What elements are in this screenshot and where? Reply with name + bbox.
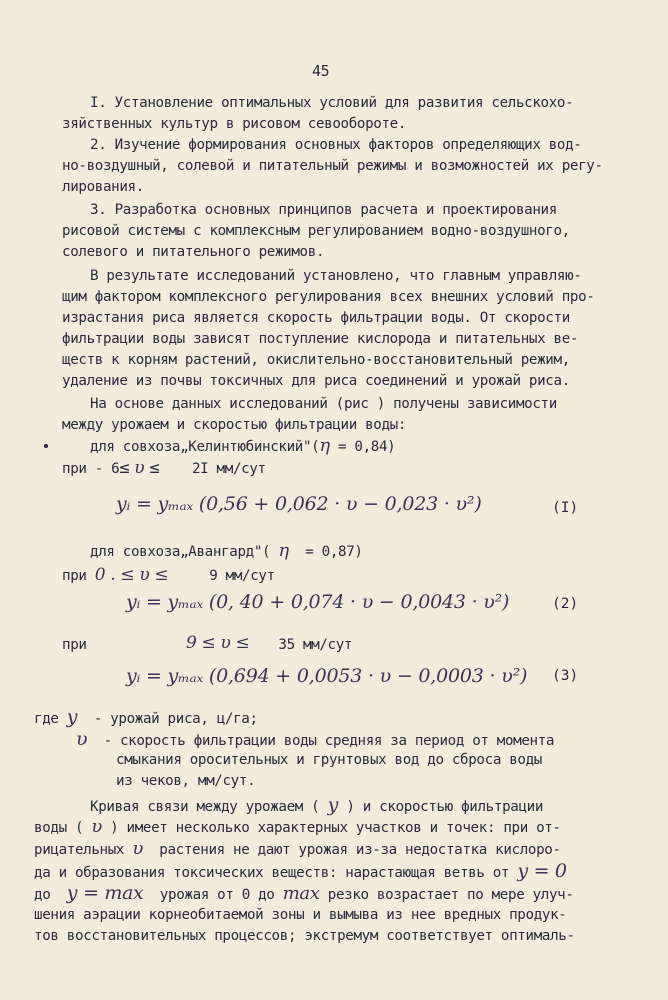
text-line-13: ществ к корням растений, окислительно-восстановительный режим, xyxy=(62,352,570,368)
range-1-start: при - 6 xyxy=(62,461,120,477)
y-symbol: у xyxy=(327,794,339,816)
range-1-end: 2I мм/сут xyxy=(159,461,266,477)
text-line-18 xyxy=(62,459,266,478)
range-2-prefix: при xyxy=(62,568,95,584)
text-line-4: но-воздушный, солевой и питательный режимы и возможностей их регу- xyxy=(62,158,603,174)
text-line-28 xyxy=(34,840,561,859)
y-definition: - урожай риса, ц/га; xyxy=(77,711,258,727)
text-line-11: израстания риса является скорость фильтрации воды. От скорости xyxy=(62,310,570,326)
text-segment: ) имеет несколько характерных участков и точек: при от- xyxy=(101,820,561,836)
text-line-20 xyxy=(62,566,275,585)
y-zero: у = 0 xyxy=(517,860,567,882)
bullet-dot xyxy=(44,444,48,448)
text-line-31: шения аэрации корнеобитаемой зоны и вымыва из нее вредных продук- xyxy=(34,907,567,923)
text-segment: растения не дают урожая из-за недостатка кислоро- xyxy=(142,842,561,858)
text-line-5: лирования. xyxy=(62,179,144,195)
y-max: у = max xyxy=(66,882,144,904)
text-line-17 xyxy=(90,437,395,456)
eta-symbol: η xyxy=(278,540,289,561)
y-symbol: у xyxy=(66,706,78,728)
text-line-23 xyxy=(76,730,554,750)
max-symbol: max xyxy=(282,883,320,904)
text-line-2: зяйственных культур в рисовом севообороте. xyxy=(62,116,407,132)
text-line-32: тов восстановительных процессов; экстремум соответствует оптималь- xyxy=(34,928,575,944)
sovkhoz-2-label: для совхоза„Авангард"( xyxy=(90,544,279,560)
range-3-prefix: при xyxy=(62,637,87,653)
text-line-9: В результате исследований установлено, что главным управляю- xyxy=(90,268,582,284)
text-line-15: На основе данных исследований (рис ) получены зависимости xyxy=(90,396,557,412)
eta-symbol: η xyxy=(319,435,330,456)
text-segment: рицательных xyxy=(34,842,133,858)
v-definition: - скорость фильтрации воды средняя за период от момента xyxy=(87,733,555,749)
text-segment: Кривая связи между урожаем ( xyxy=(90,799,328,815)
page-number: 45 xyxy=(312,62,330,80)
formula-2-number: (2) xyxy=(552,596,579,612)
text-line-14: удаление из почвы токсичных для риса соединений и урожай риса. xyxy=(62,373,570,389)
text-line-16: между урожаем и скоростью фильтрации воды: xyxy=(62,417,407,433)
text-line-30 xyxy=(34,884,574,904)
text-segment: урожая от 0 до xyxy=(143,887,283,903)
formula-3: yᵢ = yₘₐₓ (0,694 + 0,0053 · υ − 0,0003 · υ²) xyxy=(126,665,528,687)
where-label: где xyxy=(34,711,67,727)
text-segment: резко возрастает по мере улуч- xyxy=(319,887,574,903)
text-line-21 xyxy=(62,636,87,654)
v-symbol: υ xyxy=(76,728,88,750)
formula-1-number: (I) xyxy=(552,500,579,516)
text-segment: ) и скоростью фильтрации xyxy=(338,799,544,815)
text-line-6: 3. Разработка основных принципов расчета и проектирования xyxy=(90,202,557,218)
le-symbol: ≤ xyxy=(119,458,130,478)
range-2-end: 9 мм/сут xyxy=(168,568,275,584)
sovkhoz-1-label: для совхоза„Келинтюбинский"( xyxy=(90,439,320,455)
text-line-8: солевого и питательного режимов. xyxy=(62,244,325,260)
text-line-25: из чеков, мм/сут. xyxy=(116,773,256,789)
text-line-1: I. Установление оптимальных условий для развития сельскохо- xyxy=(90,95,574,111)
formula-1: yᵢ = yₘₐₓ (0,56 + 0,062 · υ − 0,023 · υ²) xyxy=(116,493,482,515)
text-line-24: смыкания оросительных и грунтовых вод до сброса воды xyxy=(116,752,542,768)
text-line-27 xyxy=(34,818,561,837)
text-line-10: щим фактором комплексного регулирования всех внешних условий про- xyxy=(62,289,595,305)
text-segment: да и образования токсических веществ: нарастающая ветвь от xyxy=(34,865,518,881)
v-symbol: υ xyxy=(132,838,143,859)
formula-3-number: (3) xyxy=(552,668,579,684)
range-2-condition: 0 . ≤ υ ≤ xyxy=(94,565,169,585)
text-line-3: 2. Изучение формирования основных факторов определяющих вод- xyxy=(90,137,582,153)
text-line-22 xyxy=(34,708,258,728)
v-symbol: υ xyxy=(91,816,102,837)
text-line-29 xyxy=(34,862,567,882)
eta-value-1: = 0,84) xyxy=(329,439,396,455)
text-segment: воды ( xyxy=(34,820,92,836)
formula-2: yᵢ = yₘₐₓ (0, 40 + 0,074 · υ − 0,0043 · υ²) xyxy=(126,591,510,613)
le-symbol: ≤ xyxy=(149,458,160,478)
text-line-19 xyxy=(90,542,363,561)
text-line-26 xyxy=(90,796,543,816)
range-3-condition: 9 ≤ υ ≤ xyxy=(186,633,250,653)
text-line-7: рисовой системы с комплексным регулированием водно-воздушного, xyxy=(62,223,570,239)
text-segment: до xyxy=(34,887,67,903)
text-line-12: фильтрации воды зависят поступление кислорода и питательных ве- xyxy=(62,331,579,347)
v-symbol: υ xyxy=(129,458,150,478)
eta-value-2: = 0,87) xyxy=(288,544,363,560)
range-3-end: 35 мм/сут xyxy=(262,637,353,653)
